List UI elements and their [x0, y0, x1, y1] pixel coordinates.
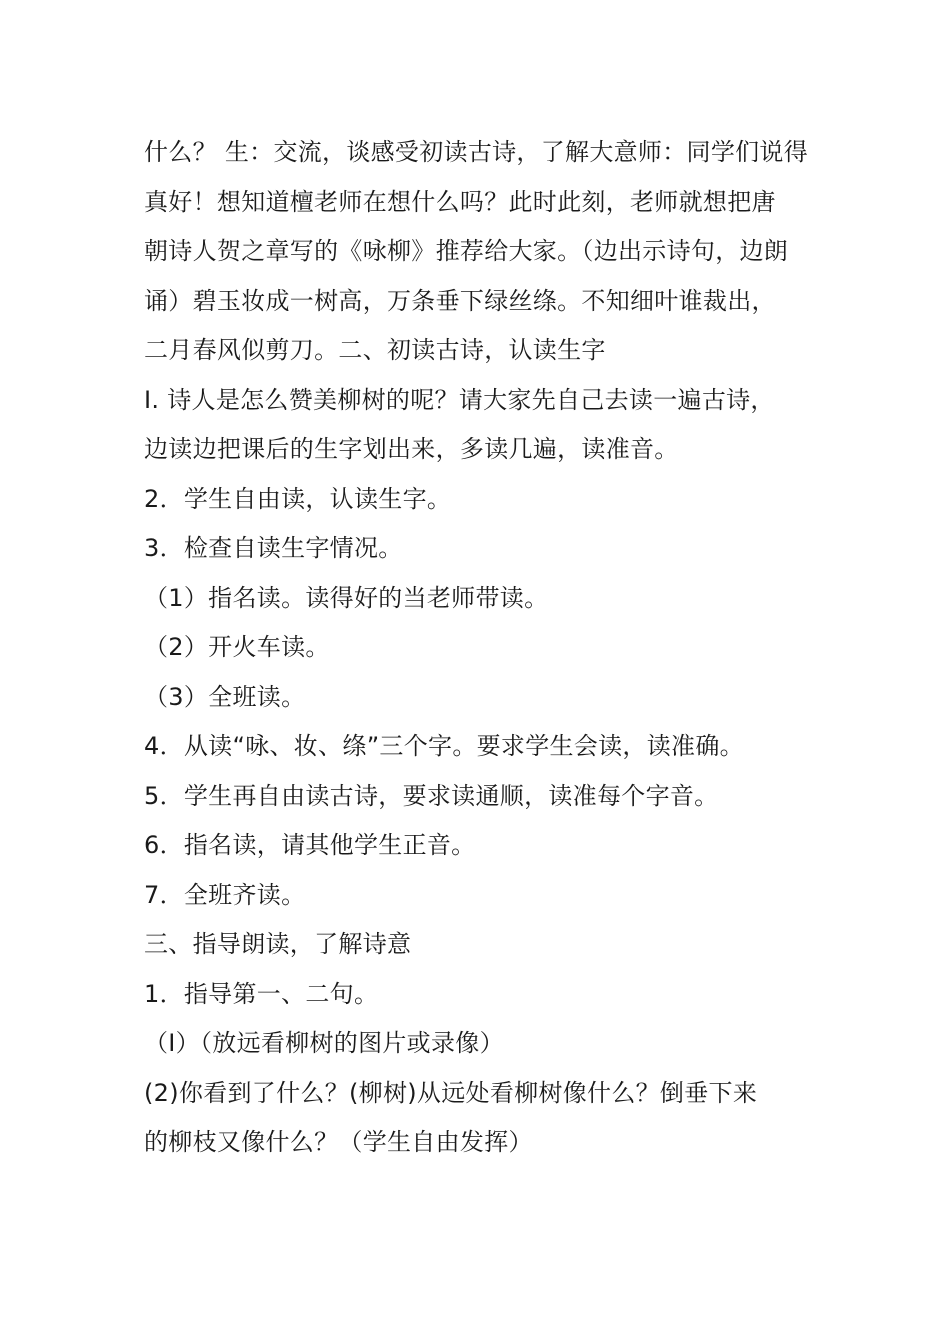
text-line: 朝诗人贺之章写的《咏柳》推荐给大家。（边出示诗句，边朗: [144, 237, 789, 265]
sub-list-item: （2）开火车读。: [144, 633, 330, 661]
sub-list-item: （I）（放远看柳树的图片或录像）: [144, 1029, 504, 1057]
text-line: 诵）碧玉妆成一树高，万条垂下绿丝绦。不知细叶谁裁出，: [144, 286, 776, 315]
text-line: (2)你看到了什么？(柳树)从远处看柳树像什么？倒垂下来: [144, 1078, 758, 1107]
list-item: 5．学生再自由读古诗，要求读通顺，读准每个字音。: [144, 781, 719, 810]
document-body: [144, 128, 820, 1168]
list-item: 6．指名读，请其他学生正音。: [144, 831, 476, 859]
list-item: 7．全班齐读。: [144, 880, 306, 909]
sub-list-item: （3）全班读。: [144, 682, 306, 711]
text-line: I. 诗人是怎么赞美柳树的呢？请大家先自己去读一遍古诗，: [144, 385, 775, 414]
sub-list-item: （1）指名读。读得好的当老师带读。: [144, 583, 549, 612]
list-item: 3．检查自读生字情况。: [144, 534, 403, 562]
text-line: 什么？ 生：交流，谈感受初读古诗，了解大意师：同学们说得: [144, 138, 809, 166]
text-line: 的柳枝又像什么？（学生自由发挥）: [144, 1128, 533, 1156]
list-item: 4．从读“咏、妆、绦”三个字。要求学生会读，读准确。: [144, 732, 744, 760]
list-item: 1．指导第一、二句。: [144, 979, 379, 1008]
text-line: 二月春风似剪刀。二、初读古诗，认读生字: [144, 336, 606, 364]
section-heading: 三、指导朗读，了解诗意: [144, 930, 412, 958]
list-item: 2．学生自由读，认读生字。: [144, 484, 452, 513]
text-line: 真好！想知道檀老师在想什么吗？此时此刻，老师就想把唐: [144, 187, 776, 216]
text-line: 边读边把课后的生字划出来，多读几遍，读准音。: [144, 435, 679, 463]
